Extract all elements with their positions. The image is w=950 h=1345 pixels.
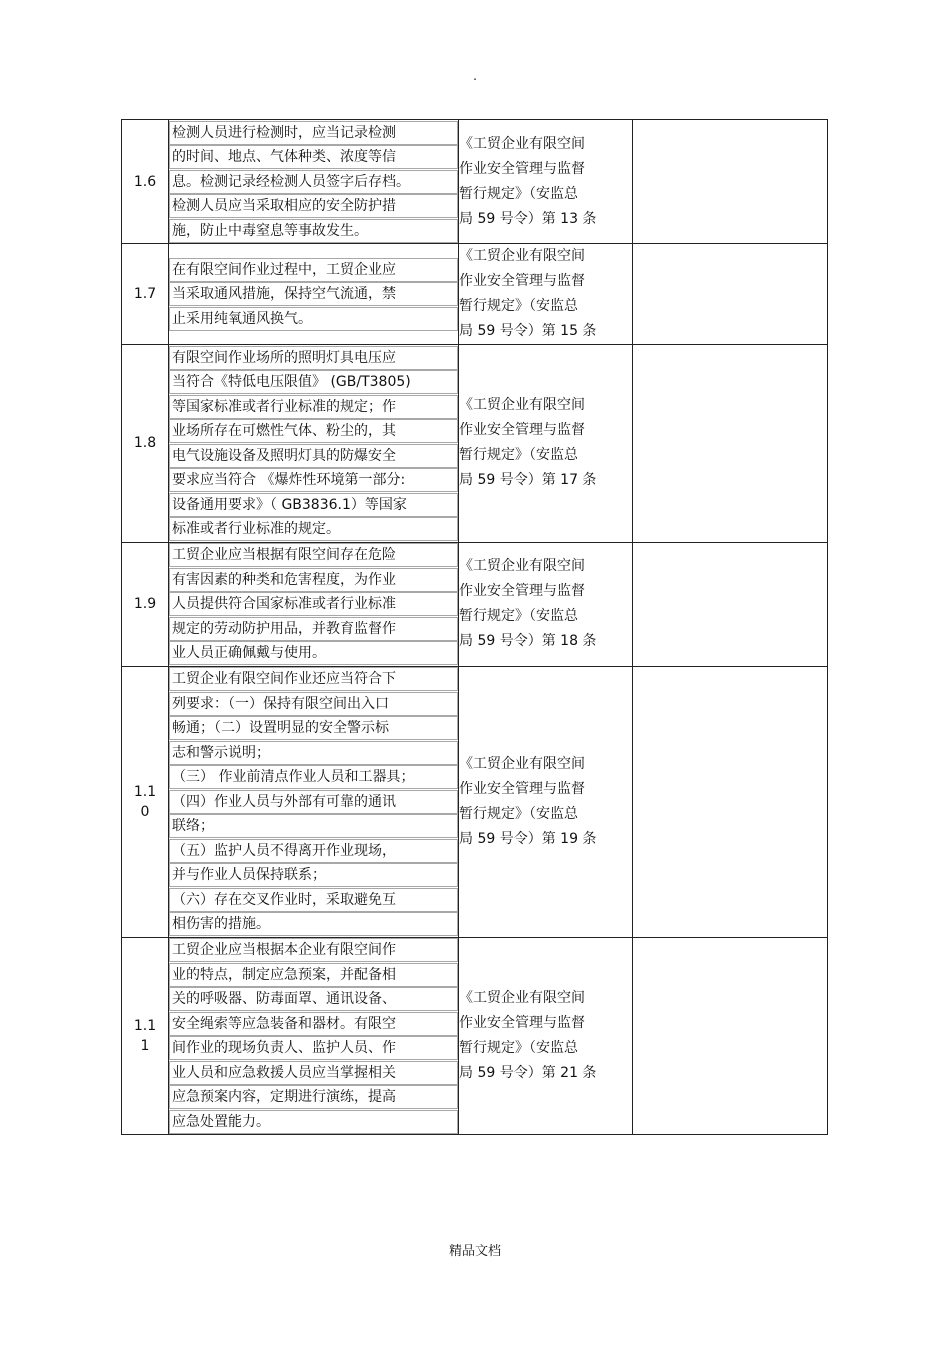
requirement-line: 列要求：（一）保持有限空间出入口	[169, 692, 458, 716]
requirement-cell	[169, 345, 459, 543]
reference-line: 暂行规定》（安监总	[459, 805, 578, 822]
requirement-line: 在有限空间作业过程中，工贸企业应	[169, 258, 458, 282]
reference-line: 局 59 号令）第 17 条	[459, 472, 597, 489]
reference-cell	[459, 542, 633, 666]
item-number: 1.1	[133, 783, 157, 800]
requirement-line: 当采取通风措施，保持空气流通，禁	[169, 282, 458, 306]
reference-line: 作业安全管理与监督	[459, 780, 585, 797]
remarks-cell	[633, 244, 828, 345]
requirement-line: 工贸企业应当根据本企业有限空间作	[169, 938, 458, 962]
requirement-line: 安全绳索等应急装备和器材。有限空	[169, 1012, 458, 1036]
remarks-cell	[633, 542, 828, 666]
item-number: 1.6	[133, 173, 157, 190]
table-row	[122, 345, 828, 543]
requirement-line: 业人员和应急救援人员应当掌握相关	[169, 1061, 458, 1085]
requirement-cell	[169, 244, 459, 345]
reference-line: 《工贸企业有限空间	[459, 397, 585, 414]
reference-line: 作业安全管理与监督	[459, 583, 585, 599]
table-row	[122, 666, 828, 937]
reference-line: 暂行规定》（安监总	[459, 1039, 578, 1056]
requirement-line: 人员提供符合国家标准或者行业标准	[169, 592, 458, 616]
requirement-line: 畅通；（二）设置明显的安全警示标	[169, 716, 458, 740]
reference-line: 暂行规定》（安监总	[459, 608, 578, 624]
reference-line: 局 59 号令）第 18 条	[459, 633, 597, 649]
requirement-cell	[169, 542, 459, 666]
reference-line: 暂行规定》（安监总	[459, 298, 578, 314]
remarks-cell	[633, 120, 828, 244]
reference-line: 局 59 号令）第 15 条	[459, 323, 597, 339]
requirement-line: 业场所存在可燃性气体、粉尘的，其	[169, 419, 458, 443]
requirement-line: （四）作业人员与外部有可靠的通讯	[169, 790, 458, 814]
requirement-line: 并与作业人员保持联系；	[169, 863, 458, 887]
table-row	[122, 542, 828, 666]
requirement-line: 间作业的现场负责人、监护人员、作	[169, 1036, 458, 1060]
reference-cell	[459, 937, 633, 1135]
requirement-line: 要求应当符合 《爆炸性环境第一部分:	[169, 468, 458, 492]
item-number-cell	[122, 120, 169, 244]
requirement-line: 施，防止中毒窒息等事故发生。	[169, 219, 458, 243]
page-footer: 精品文档	[448, 1244, 501, 1259]
reference-cell	[459, 345, 633, 543]
item-number-cell	[122, 542, 169, 666]
requirement-line: （三） 作业前清点作业人员和工器具；	[169, 765, 458, 789]
item-number-cell	[122, 345, 169, 543]
table-row	[122, 937, 828, 1135]
requirement-line: 业人员正确佩戴与使用。	[169, 641, 458, 665]
requirement-line: 有害因素的种类和危害程度，为作业	[169, 568, 458, 592]
reference-line: 作业安全管理与监督	[459, 422, 585, 439]
reference-cell	[459, 244, 633, 345]
reference-line: 局 59 号令）第 19 条	[459, 830, 597, 847]
table-row	[122, 244, 828, 345]
requirement-line: 相伤害的措施。	[169, 912, 458, 936]
requirement-line: 业的特点，制定应急预案，并配备相	[169, 963, 458, 987]
item-number-cell	[122, 937, 169, 1135]
reference-line: 《工贸企业有限空间	[459, 248, 585, 264]
reference-line: 局 59 号令）第 13 条	[459, 210, 597, 227]
item-number: 1.7	[133, 286, 157, 302]
item-number: 1.8	[133, 435, 157, 452]
requirement-line: 联络；	[169, 814, 458, 838]
requirement-line: 当符合《特低电压限值》 (GB/T3805)	[169, 370, 458, 394]
requirement-line: 检测人员进行检测时，应当记录检测	[169, 121, 458, 145]
remarks-cell	[633, 937, 828, 1135]
requirement-line: 设备通用要求》（ GB3836.1）等国家	[169, 493, 458, 517]
reference-line: 作业安全管理与监督	[459, 273, 585, 289]
reference-line: 作业安全管理与监督	[459, 160, 585, 177]
requirement-cell	[169, 937, 459, 1135]
requirement-cell	[169, 666, 459, 937]
reference-line: 暂行规定》（安监总	[459, 447, 578, 464]
reference-cell	[459, 666, 633, 937]
reference-line: 《工贸企业有限空间	[459, 558, 585, 574]
remarks-cell	[633, 666, 828, 937]
requirement-line: 标准或者行业标准的规定。	[169, 517, 458, 541]
item-number: 0	[140, 803, 150, 820]
remarks-cell	[633, 345, 828, 543]
requirement-line: 志和警示说明；	[169, 741, 458, 765]
requirement-line: 关的呼吸器、防毒面罩、通讯设备、	[169, 987, 458, 1011]
requirement-line: （五）监护人员不得离开作业现场，	[169, 839, 458, 863]
requirement-line: 止采用纯氧通风换气。	[169, 307, 458, 331]
item-number: 1	[140, 1037, 150, 1054]
table-row	[122, 120, 828, 244]
reference-line: 作业安全管理与监督	[459, 1014, 585, 1031]
reference-line: 《工贸企业有限空间	[459, 989, 585, 1006]
requirement-line: 应急处置能力。	[169, 1110, 458, 1134]
reference-line: 暂行规定》（安监总	[459, 185, 578, 202]
reference-line: 《工贸企业有限空间	[459, 135, 585, 152]
reference-line: 局 59 号令）第 21 条	[459, 1064, 597, 1081]
item-number-cell	[122, 244, 169, 345]
requirement-line: 工贸企业应当根据有限空间存在危险	[169, 543, 458, 567]
requirement-line: 有限空间作业场所的照明灯具电压应	[169, 346, 458, 370]
requirement-line: 工贸企业有限空间作业还应当符合下	[169, 667, 458, 691]
requirement-line: 检测人员应当采取相应的安全防护措	[169, 194, 458, 218]
reference-cell	[459, 120, 633, 244]
item-number-cell	[122, 666, 169, 937]
requirement-line: （六）存在交叉作业时，采取避免互	[169, 888, 458, 912]
header-mark: .	[473, 69, 477, 83]
requirement-line: 的时间、地点、气体种类、浓度等信	[169, 145, 458, 169]
requirement-line: 等国家标准或者行业标准的规定；作	[169, 395, 458, 419]
requirement-cell	[169, 120, 459, 244]
regulation-table	[121, 119, 828, 1135]
requirement-line: 应急预案内容，定期进行演练，提高	[169, 1085, 458, 1109]
requirement-line: 电气设施设备及照明灯具的防爆安全	[169, 444, 458, 468]
requirement-line: 规定的劳动防护用品，并教育监督作	[169, 617, 458, 641]
item-number: 1.9	[133, 596, 157, 612]
reference-line: 《工贸企业有限空间	[459, 755, 585, 772]
table-body	[122, 120, 828, 1135]
requirement-line: 息。检测记录经检测人员签字后存档。	[169, 170, 458, 194]
item-number: 1.1	[133, 1017, 157, 1034]
